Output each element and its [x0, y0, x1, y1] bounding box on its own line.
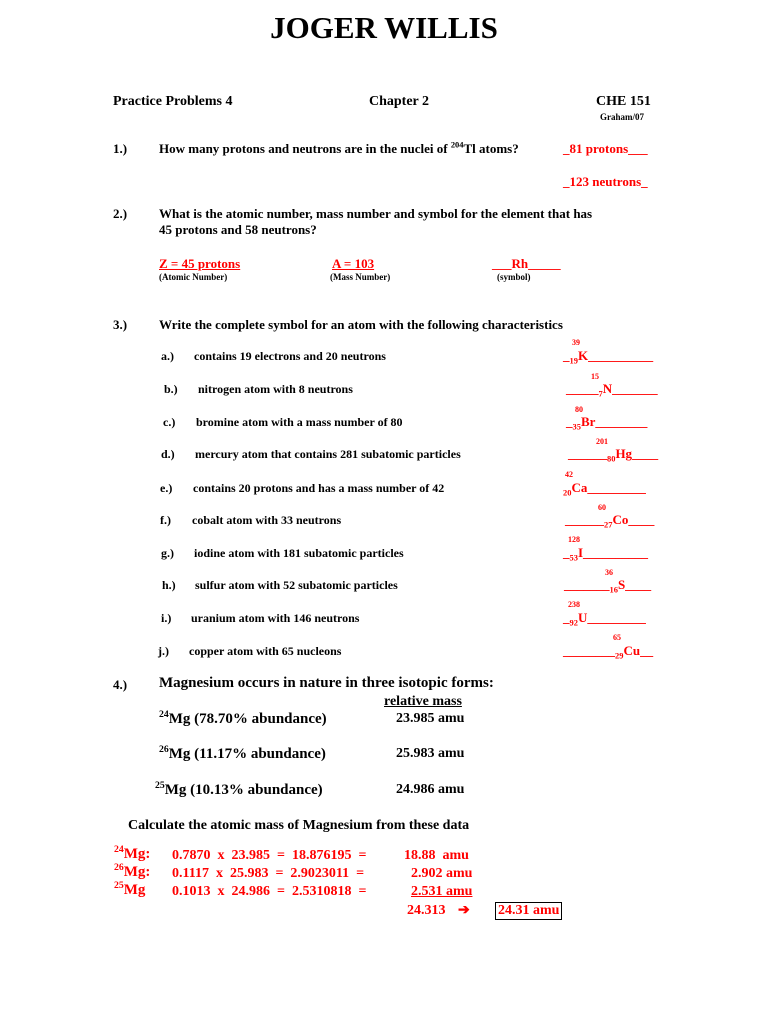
- q3-question: Write the complete symbol for an atom with the following characteristics: [159, 317, 563, 332]
- course-label: CHE 151: [596, 94, 651, 109]
- q4-intro: Magnesium occurs in nature in three isotopic forms:: [159, 675, 494, 691]
- q3-item-label: j.): [158, 644, 169, 658]
- q3-item-mass: 80: [575, 405, 583, 414]
- sum-value: 24.313: [407, 903, 446, 918]
- q3-item-label: f.): [160, 513, 171, 527]
- q3-item-answer: $\__{19}K\_\_\_\_\_\_\_\_\_\_$: [563, 348, 654, 366]
- q1-answer-protons: _81 protons___: [563, 141, 648, 156]
- q3-item-answer: $\__{92}U\_\_\_\_\_\_\_\_\_$: [563, 610, 646, 628]
- q3-item-text: copper atom with 65 nucleons: [189, 644, 342, 658]
- q3-item-answer: $\_\_\_\_\_\_\_\__{29}Cu\_\_$: [563, 643, 654, 661]
- q3-item-answer: $\__{35}Br\_\_\_\_\_\_\_\_$: [566, 414, 648, 432]
- relative-mass-header: relative mass: [384, 694, 462, 709]
- q2-atomic-number-answer: Z = 45 protons: [159, 256, 241, 271]
- final-answer: 24.31 amu: [495, 902, 562, 920]
- q3-item-text: cobalt atom with 33 neutrons: [192, 513, 342, 527]
- practice-label: Practice Problems 4: [113, 94, 233, 109]
- page-title: JOGER WILLIS: [270, 10, 498, 45]
- chapter-label: Chapter 2: [369, 94, 430, 109]
- q3-item-answer: $\__{53}I\_\_\_\_\_\_\_\_\_\_$: [563, 545, 648, 563]
- author-label: Graham/07: [600, 112, 644, 122]
- calc-row-result: 2.902 amu: [411, 866, 473, 881]
- isotope-label: $^{24}$Mg (78.70% abundance): [159, 709, 327, 727]
- q2-question-line2: 45 protons and 58 neutrons?: [159, 222, 317, 237]
- q3-item-mass: 36: [605, 568, 613, 577]
- q3-item-answer: $\_\_\_\_\_\_\__{16}S\_\_\_\_$: [564, 577, 652, 595]
- q3-item-answer: $\_\_\_\_\_\__{27}Co\_\_\_\_$: [565, 512, 655, 530]
- q3-item-text: iodine atom with 181 subatomic particles: [194, 546, 404, 560]
- isotope-label: $^{25}$Mg (10.13% abundance): [155, 780, 323, 798]
- q3-item-mass: 60: [598, 503, 606, 512]
- q3-item-mass: 65: [613, 633, 621, 642]
- q4-number: 4.): [113, 677, 128, 692]
- calc-row-label: $^{25}$Mg: [114, 880, 146, 898]
- q3-item-label: g.): [161, 546, 174, 560]
- q2-symbol-label: (symbol): [497, 272, 531, 282]
- q3-item-text: contains 20 protons and has a mass number of 42: [193, 481, 445, 495]
- isotope-mass: 23.985 amu: [396, 711, 465, 726]
- q3-item-label: a.): [161, 349, 174, 363]
- q3-item-mass: 15: [591, 372, 599, 381]
- q3-item-text: contains 19 electrons and 20 neutrons: [194, 349, 386, 363]
- calc-row-label: $^{26}$Mg:: [114, 862, 151, 880]
- q3-item-text: mercury atom that contains 281 subatomic particles: [195, 447, 461, 461]
- q3-item-mass: 201: [596, 437, 608, 446]
- q3-number: 3.): [113, 317, 128, 332]
- q2-mass-number-label: (Mass Number): [330, 272, 391, 282]
- q3-item-label: e.): [160, 481, 173, 495]
- q3-item-text: sulfur atom with 52 subatomic particles: [195, 578, 398, 592]
- calc-row-expression: 0.7870 x 23.985 = 18.876195 =: [172, 848, 367, 863]
- q2-symbol-answer: ___Rh_____: [492, 256, 561, 271]
- q3-item-label: c.): [163, 415, 176, 429]
- isotope-mass: 24.986 amu: [396, 782, 465, 797]
- q3-item-label: b.): [164, 382, 178, 396]
- q1-number: 1.): [113, 141, 128, 156]
- q1-answer-neutrons: _123 neutrons_: [563, 174, 648, 189]
- q3-item-mass: 238: [568, 600, 580, 609]
- q3-item-mass: 39: [572, 338, 580, 347]
- isotope-mass: 25.983 amu: [396, 746, 465, 761]
- calc-row-label: $^{24}$Mg:: [114, 844, 151, 862]
- q3-item-label: d.): [161, 447, 175, 461]
- q3-item-mass: 128: [568, 535, 580, 544]
- q3-item-answer: $_{20}$Ca_________: [563, 480, 646, 498]
- q3-item-answer: $\_\_\_\_\_\__{80}Hg\_\_\_\_$: [568, 446, 659, 464]
- q3-item-text: nitrogen atom with 8 neutrons: [198, 382, 353, 396]
- q1-question: How many protons and neutrons are in the nuclei of $^{204}$Tl atoms?: [159, 139, 519, 156]
- calc-row-expression: 0.1117 x 25.983 = 2.9023011 =: [172, 866, 365, 881]
- q2-question-line1: What is the atomic number, mass number and symbol for the element that has: [159, 206, 593, 221]
- calc-row-expression: 0.1013 x 24.986 = 2.5310818 =: [172, 884, 367, 899]
- q2-atomic-number-label: (Atomic Number): [159, 272, 228, 282]
- q2-number: 2.): [113, 206, 128, 221]
- calc-row-result: 2.531 amu: [411, 884, 473, 899]
- q3-item-text: uranium atom with 146 neutrons: [191, 611, 360, 625]
- isotope-label: $^{26}$Mg (11.17% abundance): [159, 744, 326, 762]
- calc-row-result: 18.88 amu: [404, 848, 469, 863]
- q3-item-answer: $\_\_\_\_\__7N\_\_\_\_\_\_\_$: [566, 381, 658, 399]
- q3-item-text: bromine atom with a mass number of 80: [196, 415, 403, 429]
- q3-item-label: h.): [162, 578, 176, 592]
- arrow-icon: ➔: [458, 903, 470, 918]
- q3-item-mass: 42: [565, 470, 573, 479]
- q2-mass-number-answer: A = 103: [332, 256, 375, 271]
- calc-prompt: Calculate the atomic mass of Magnesium from these data: [128, 818, 470, 833]
- q3-item-label: i.): [161, 611, 172, 625]
